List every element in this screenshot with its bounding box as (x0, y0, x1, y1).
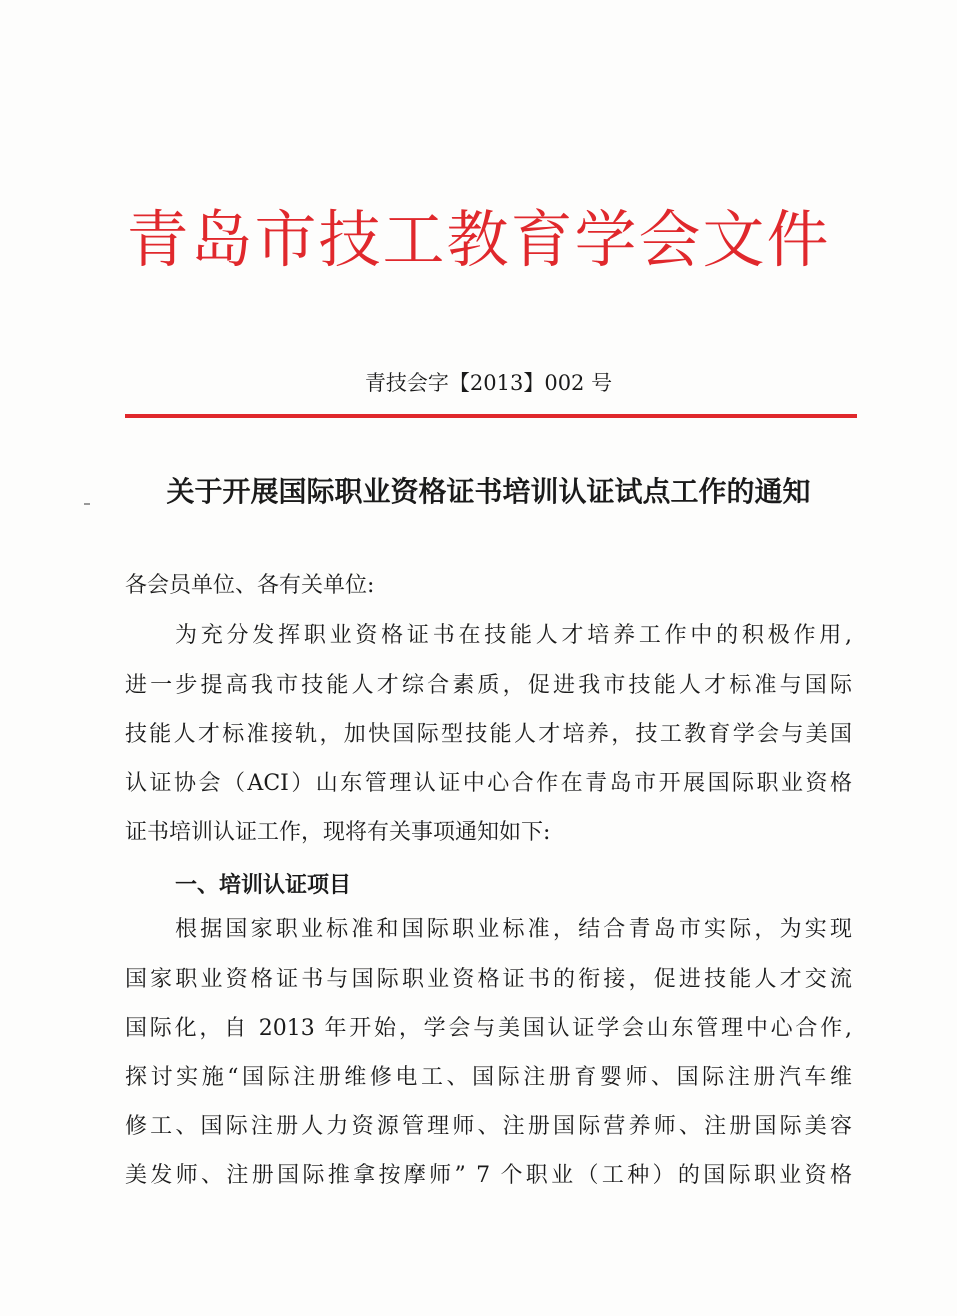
letterhead-title: 青岛市技工教育学会文件 (126, 203, 831, 276)
paragraph2-line: 根据国家职业标准和国际职业标准，结合青岛市实际，为实现 (175, 917, 852, 942)
paragraph2-line: 国际化，自 2013 年开始，学会与美国认证学会山东管理中心合作, (125, 1016, 852, 1041)
paragraph2-line: 探讨实施“国际注册维修电工、国际注册育婴师、国际注册汽车维 (125, 1065, 852, 1090)
paragraph1-line: 证书培训认证工作，现将有关事项通知如下: (125, 820, 551, 845)
paragraph2-line: 国家职业资格证书与国际职业资格证书的衔接，促进技能人才交流 (125, 967, 852, 992)
paragraph2-line: 修工、国际注册人力资源管理师、注册国际营养师、注册国际美容 (125, 1114, 852, 1139)
document-number: 青技会字【2013】002 号 (364, 371, 613, 395)
notice-title: 关于开展国际职业资格证书培训认证试点工作的通知 (166, 475, 811, 508)
paragraph1-line: 为充分发挥职业资格证书在技能人才培养工作中的积极作用, (175, 623, 852, 648)
paragraph2-line: 美发师、注册国际推拿按摩师” 7 个职业（工种）的国际职业资格 (125, 1163, 852, 1188)
red-divider-rule (125, 414, 857, 418)
paragraph1-line: 技能人才标准接轨，加快国际型技能人才培养，技工教育学会与美国 (125, 722, 852, 747)
addressee: 各会员单位、各有关单位: (125, 573, 375, 598)
section-heading: 一、培训认证项目 (175, 873, 352, 898)
paragraph1-line: 进一步提高我市技能人才综合素质，促进我市技能人才标准与国际 (125, 673, 852, 698)
paragraph1-line: 认证协会（ACI）山东管理认证中心合作在青岛市开展国际职业资格 (125, 771, 852, 796)
